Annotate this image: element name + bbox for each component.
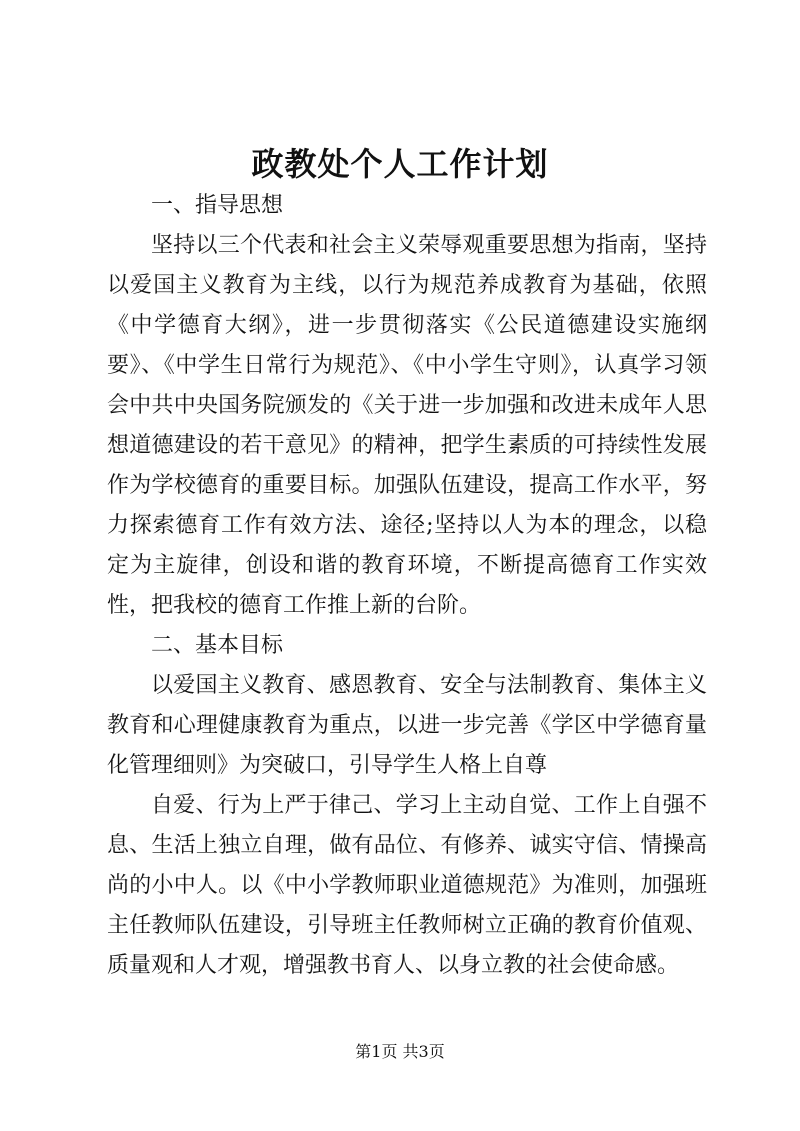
paragraph-basic-goals-1: 以爱国主义教育、感恩教育、安全与法制教育、集体主义教育和心理健康教育为重点，以进一步完善《学区中学德育量化管理细则》为突破口，引导学生人格上自尊: [107, 673, 707, 778]
section-heading-guiding-ideology: 一、指导思想: [151, 193, 284, 218]
paragraph-guiding-ideology: 坚持以三个代表和社会主义荣辱观重要思想为指南，坚持以爱国主义教育为主线，以行为规范养成教育为基础，依照《中学德育大纲》，进一步贯彻落实《公民道德建设实施纲要》、《中学生日常行为规范》、《中小学生守则》，认真学习领会中共中央国务院颁发的《关于进一步加强和改进未成年人思想道德建设的若干意见》的精神，把学生素质的可持续性发展作为学校德育的重要目标。加强队伍建设，提高工作水平，努力探索德育工作有效方法、途径;坚持以人为本的理念，以稳定为主旋律，创设和谐的教育环境，不断提高德育工作实效性，把我校的德育工作推上新的台阶。: [107, 233, 707, 618]
paragraph-basic-goals-2: 自爱、行为上严于律己、学习上主动自觉、工作上自强不息、生活上独立自理，做有品位、有修养、诚实守信、情操高尚的小中人。以《中小学教师职业道德规范》为准则，加强班主任教师队伍建设，引导班主任教师树立正确的教育价值观、质量观和人才观，增强教书育人、以身立教的社会使命感。: [107, 793, 707, 978]
document-body: [107, 186, 707, 986]
page-footer: 第1页 共3页: [355, 1042, 445, 1061]
page-title: 政教处个人工作计划: [251, 145, 549, 183]
section-heading-basic-goals: 二、基本目标: [151, 633, 284, 658]
